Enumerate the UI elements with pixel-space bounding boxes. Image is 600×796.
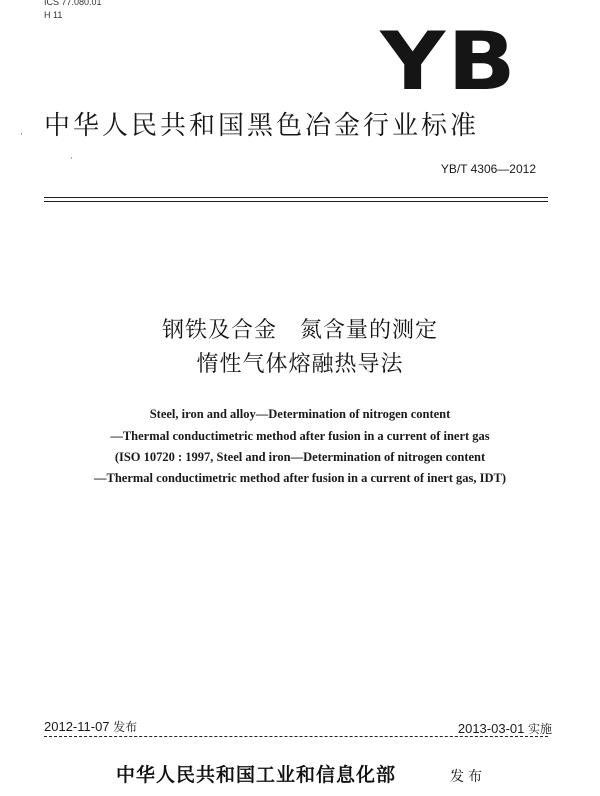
scan-speck: ·	[70, 154, 73, 164]
footer-divider	[44, 736, 548, 737]
implement-label: 实施	[527, 722, 552, 736]
implement-date: 2013-03-01	[457, 721, 525, 736]
issue-date: 2012-11-07	[44, 719, 110, 734]
english-title-line-4: —Thermal conductimetric method after fusion in a current of inert gas, IDT)	[94, 471, 506, 485]
publisher-name: 中华人民共和国工业和信息化部	[116, 764, 397, 786]
header-divider	[44, 197, 548, 198]
header-divider-bold	[44, 201, 548, 202]
standard-number: YB/T 4306—2012	[440, 162, 536, 176]
chinese-title-line-1: 钢铁及合金 氮含量的测定	[161, 318, 438, 343]
ccs-code: H 11	[44, 10, 63, 20]
english-title-line-1: Steel, iron and alloy—Determination of nitrogen content	[149, 407, 451, 421]
publish-label: 发布	[450, 769, 486, 785]
scan-speck: ·	[20, 130, 23, 140]
chinese-title-line-2: 惰性气体熔融热导法	[196, 352, 404, 377]
implement-date-block	[458, 720, 552, 737]
english-title-line-3: (ISO 10720 : 1997, Steel and iron—Determination of nitrogen content	[114, 450, 486, 464]
ics-code: ICS 77.080.01	[44, 0, 102, 7]
yb-logo: YB	[380, 15, 518, 108]
issue-label: 发布	[113, 720, 138, 734]
english-title-line-2: —Thermal conductimetric method after fusion in a current of inert gas	[110, 429, 490, 443]
standard-category-title: 中华人民共和国黑色冶金行业标准	[44, 111, 480, 141]
issue-date-block	[44, 718, 137, 735]
